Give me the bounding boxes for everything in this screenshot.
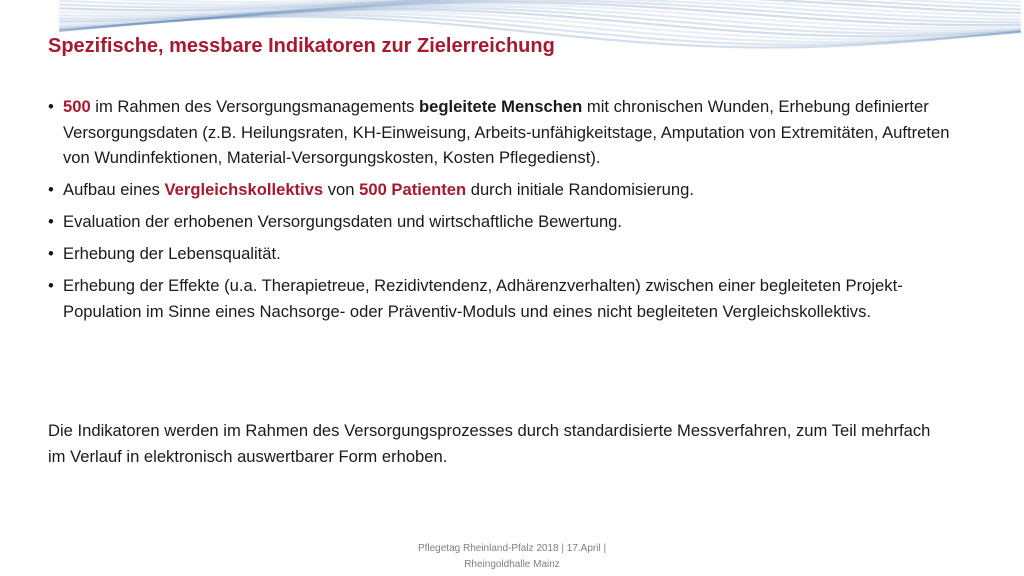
bullet-text: Aufbau eines — [63, 180, 165, 199]
bullet-dot: • — [48, 244, 54, 263]
highlight-number: 500 — [63, 97, 91, 116]
list-item — [48, 209, 978, 235]
footer-line: Rheingoldhalle Mainz — [464, 559, 560, 570]
conclusion-paragraph: Die Indikatoren werden im Rahmen des Versorgungsprozesses durch standardisierte Messverfahren, zum Teil mehrfach im Verlauf in elektronisch auswertbarer Form erhoben. — [48, 421, 931, 466]
slide-title: Spezifische, messbare Indikatoren zur Zielerreichung — [48, 35, 555, 57]
bullet-dot: • — [48, 276, 54, 295]
bullet-text: mit chronischen Wunden, Erhebung definierter Versorgungsdaten (z.B. Heilungsraten, KH-Einweisung, Arbeits-unfähigkeitstage, Amputation von Extremitäten, Auftreten von Wundinfektionen, Material-Versorgungskosten, Kosten Pflegedienst). — [63, 97, 950, 167]
list-item — [48, 273, 978, 324]
list-item — [48, 177, 978, 203]
bullet-dot: • — [48, 97, 54, 116]
bullet-dot: • — [48, 212, 54, 231]
bullet-text: Erhebung der Lebensqualität. — [63, 244, 281, 263]
bullet-text: im Rahmen des Versorgungsmanagements — [90, 97, 420, 116]
bullet-text: Erhebung der Effekte (u.a. Therapietreue, Rezidivtendenz, Adhärenzverhalten) zwischen einer begleiteten Projekt-Population im Sinne eines Nachsorge- oder Präventiv-Moduls und eines nicht begleiteten Vergleichskollektivs. — [63, 276, 903, 321]
highlight-text: 500 Patienten — [359, 180, 467, 199]
slide-footer — [0, 541, 1024, 573]
bullet-dot: • — [48, 180, 54, 199]
bullet-text: Evaluation der erhobenen Versorgungsdaten und wirtschaftliche Bewertung. — [63, 212, 623, 231]
list-item — [48, 241, 978, 267]
bullet-text: durch initiale Randomisierung. — [466, 180, 694, 199]
footer-line: Pflegetag Rheinland-Pfalz 2018 | 17.April | — [417, 543, 607, 554]
bullet-bold-text: begleitete Menschen — [419, 97, 583, 116]
bullet-text: von — [323, 180, 360, 199]
list-item — [48, 94, 978, 171]
indicator-bullet-list — [48, 94, 978, 331]
highlight-text: Vergleichskollektivs — [164, 180, 324, 199]
